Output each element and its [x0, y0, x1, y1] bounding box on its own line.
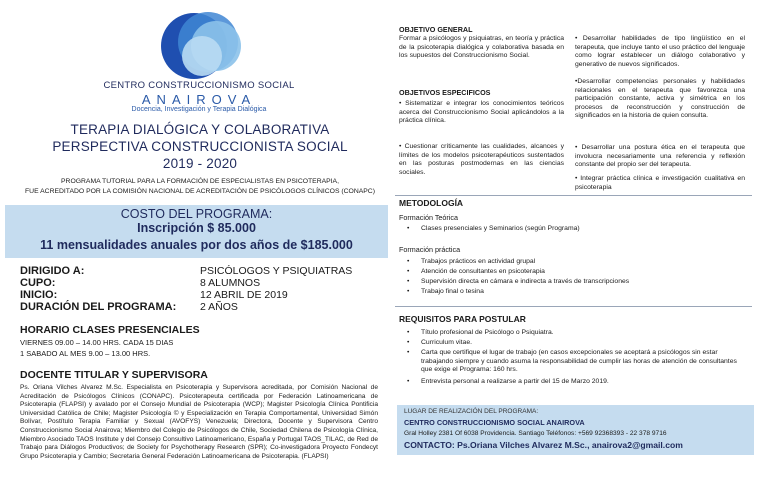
- specific-objective-4: •Desarrollar competencias personales y habilidades relacionales en el terapeuta que favorezca una participación constante, activa y simétrica en los procesos de reconstrucción y construcción de significados en la historia de quien consulta.: [575, 78, 745, 120]
- detail-value-cupo: 8 ALUMNOS: [200, 277, 261, 289]
- general-objective-text: Formar a psicólogos y psiquiatras, en teoría y práctica de la psicoterapia dialógica y colaborativa basada en los supuestos del Construccionismo Social.: [399, 35, 564, 60]
- brand-tagline: Docencia, Investigación y Terapia Dialógica: [131, 106, 267, 113]
- detail-value-start: 12 ABRIL DE 2019: [200, 289, 288, 301]
- logo-circles-icon: [150, 8, 250, 82]
- program-note-2: FUE ACREDITADO POR LA COMISIÓN NACIONAL DE ACREDITACIÓN DE PSICÓLOGOS CLÍNICOS (CONAPC): [25, 188, 375, 195]
- practice-heading: Formación práctica: [399, 245, 461, 254]
- list-item: • Trabajo final o tesina: [399, 287, 744, 297]
- requirements-list: [399, 328, 744, 387]
- practice-list: [399, 257, 744, 297]
- general-objective-heading: OBJETIVO GENERAL: [399, 25, 473, 34]
- schedule-line-2: 1 SABADO AL MES 9.00 – 13.00 HRS.: [20, 349, 151, 358]
- list-item: • Título profesional de Psicólogo o Psiquiatra.: [399, 328, 744, 338]
- detail-value-audience: PSICÓLOGOS Y PSIQUIATRAS: [200, 265, 353, 277]
- cost-monthly: 11 mensualidades anuales por dos años de $185.000: [40, 238, 353, 252]
- detail-label-cupo: CUPO:: [20, 277, 56, 289]
- footer-label: LUGAR DE REALIZACIÓN DEL PROGRAMA:: [404, 408, 539, 415]
- specific-objectives-heading: OBJETIVOS ESPECIFICOS: [399, 88, 491, 97]
- specific-objective-3: • Desarrollar habilidades de tipo lingüístico en el terapeuta, que incluye tanto el uso práctico del lenguaje como lograr establecer un diálogo colaborativo y generativo de nuevos significados.: [575, 35, 745, 68]
- detail-label-duration: DURACIÓN DEL PROGRAMA:: [20, 301, 177, 313]
- title-line-2: PERSPECTIVA CONSTRUCCIONISTA SOCIAL: [52, 139, 348, 154]
- detail-label-start: INICIO:: [20, 289, 58, 301]
- detail-label-audience: DIRIGIDO A:: [20, 265, 85, 277]
- detail-value-duration: 2 AÑOS: [200, 301, 238, 313]
- divider: [395, 195, 752, 196]
- program-note-1: PROGRAMA TUTORIAL PARA LA FORMACIÓN DE ESPECIALISTAS EN PSICOTERAPIA,: [61, 178, 339, 185]
- cost-heading: COSTO DEL PROGRAMA:: [120, 207, 273, 221]
- list-item: • Curriculum vitae.: [399, 338, 744, 348]
- footer-org: CENTRO CONSTRUCCIONISMO SOCIAL ANAIROVA: [404, 418, 585, 427]
- requirements-heading: REQUISITOS PARA POSTULAR: [399, 314, 526, 324]
- methodology-heading: METODOLOGÍA: [399, 198, 464, 208]
- specific-objective-2: • Cuestionar críticamente las cualidades, alcances y límites de los modelos psicoterapéuticos sustentados en las posturas postmodernas en las ciencias sociales.: [399, 143, 564, 176]
- list-item: • Entrevista personal a realizarse a partir del 15 de Marzo 2019.: [399, 377, 744, 387]
- theory-list: [399, 224, 744, 234]
- schedule-line-1: VIERNES 09.00 – 14.00 HRS. CADA 15 DIAS: [20, 338, 174, 347]
- specific-objective-1: • Sistematizar e integrar los conocimientos teóricos acerca del Construccionismo Social aplicándolos a la práctica clínica.: [399, 100, 564, 125]
- cost-inscription: Inscripción $ 85.000: [137, 221, 256, 235]
- footer-box: [397, 405, 754, 455]
- brand-name: ANAIROVA: [141, 92, 257, 107]
- teacher-heading: DOCENTE TITULAR Y SUPERVISORA: [20, 369, 208, 381]
- list-item: • Carta que certifique el lugar de trabajo (en casos excepcionales se aceptará a psicólogos sin estar trabajando siempre y cuando asuma la responsabilidad de cumplir las horas de atención de consultantes que exige el Programa: 160 hrs.: [399, 349, 744, 375]
- theory-heading: Formación Teórica: [399, 213, 458, 222]
- schedule-heading: HORARIO CLASES PRESENCIALES: [20, 324, 200, 336]
- list-item: • Clases presenciales y Seminarios (según Programa): [399, 224, 744, 234]
- list-item: • Supervisión directa en cámara e indirecta a través de transcripciones: [399, 277, 744, 287]
- title-years: 2019 - 2020: [162, 156, 238, 171]
- list-item: • Trabajos prácticos en actividad grupal: [399, 257, 744, 267]
- specific-objective-5: • Desarrollar una postura ética en el terapeuta que involucra necesariamente una referencia y reflexión constante del propio ser del terapeuta.: [575, 144, 745, 169]
- anairova-logo: [150, 8, 250, 82]
- list-item: • Atención de consultantes en psicoterapia: [399, 267, 744, 277]
- teacher-bio: Ps. Oriana Vilches Alvarez M.Sc. Especialista en Psicoterapia y Supervisora acreditada, por Comisión Nacional de Acreditación de Psicólogos Clínicos (CONAPC). Psicoterapeuta certificada por Federación Latinoamericana de Psicoterapia (FLAPSI) y avalado por el Consejo Mundial de Psicoterapia (WCP); Magister Psicología Clínica Pontificia Universidad Católica de Chile; Magister Psicología © y Especialización en Terapia Comportamental, Universidad Simón Bolívar, Postítulo Terapia Familiar y Sexual (AVOFYS) Venezuela; Directora, Docente y Supervisora Centro Construccionismo Social Anairova; Miembro del Colegio de Psicólogos de Chile, Sociedad Chilena de Psicología Clínica, Miembro Asociado TAOS Institute y del Consejo Consultivo Latinoamericano, España y Portugal TAOS_TILAC, de Red de Trabajo para Diálogos Productivos; de Society for Psychotherapy Research (SPR); Co-investigadora Proyecto Fondecyt Grupo Psicoterapia y Cambio; Secretaria General Federación Latinoamericana de Psicoterapia. (FLAPSI): [20, 384, 378, 460]
- footer-address: Gral Holley 2381 Of 6038 Providencia. Santiago Teléfonos: +569 92368393 - 22 378 9716: [404, 430, 667, 437]
- title-line-1: TERAPIA DIALÓGICA Y COLABORATIVA: [70, 122, 330, 137]
- org-name: CENTRO CONSTRUCCIONISMO SOCIAL: [103, 80, 295, 91]
- specific-objective-6: • Integrar práctica clínica e investigación cualitativa en psicoterapia: [575, 175, 745, 191]
- divider: [395, 306, 752, 307]
- footer-contact: CONTACTO: Ps.Oriana Vilches Alvarez M.Sc., anairova2@gmail.com: [404, 440, 683, 450]
